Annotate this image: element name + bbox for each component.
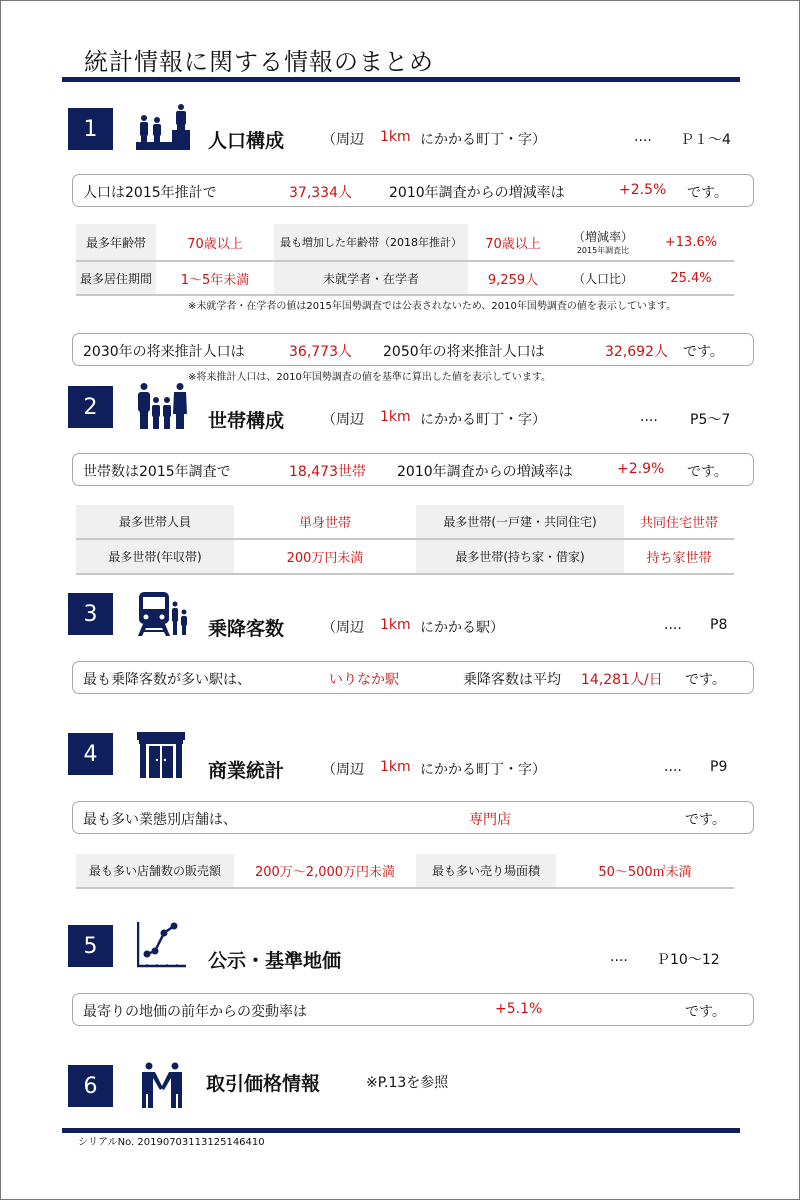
page-title: 統計情報に関する情報のまとめ — [84, 48, 434, 76]
table-note: ※未就学者・在学者の値は2015年国勢調査では公表されないため、2010年国勢調査の値を表示しています。 — [188, 301, 677, 312]
table-label: （人口比） — [572, 271, 633, 286]
row-divider — [76, 294, 734, 296]
population-bar-people-icon — [136, 104, 190, 150]
summary-text: 2030年の将来推計人口は — [83, 344, 245, 360]
storefront-icon — [137, 732, 185, 778]
summary-text: です。 — [685, 672, 726, 688]
table-label: 最多世帯(一戸建・共同住宅) — [416, 505, 624, 538]
scope-value-4: 1km — [380, 759, 411, 775]
summary-text: です。 — [687, 464, 728, 480]
future-note: ※将来推計人口は、2010年国勢調査の値を基準に算出した値を表示しています。 — [188, 372, 552, 383]
summary-text: 最も多い業態別店舗は、 — [83, 812, 237, 828]
household-count-value: 18,473世帯 — [289, 464, 366, 480]
summary-box-4 — [72, 801, 754, 834]
table-label: 最多世帯(持ち家・借家) — [416, 540, 624, 573]
section-number-5: 5 — [68, 925, 113, 967]
table-value: 25.4% — [670, 270, 712, 286]
table-value: 単身世帯 — [298, 516, 351, 531]
title-rule — [62, 77, 740, 82]
scope-prefix-1: （周辺 — [322, 132, 364, 148]
summary-text: です。 — [683, 344, 724, 360]
household-growth-value: +2.9% — [617, 461, 665, 477]
page-ref-4: P9 — [710, 759, 728, 775]
section-number-2: 2 — [68, 386, 113, 428]
table-label: 未就学者・在学者 — [274, 262, 468, 294]
summary-box-2 — [72, 453, 754, 486]
serial-number: シリアルNo. 20190703113125146410 — [78, 1137, 265, 1148]
summary-text: 2010年調査からの増減率は — [389, 185, 565, 201]
avg-passengers-value: 14,281人/日 — [581, 672, 663, 688]
table-label: 最も多い売り場面積 — [416, 854, 556, 887]
section-number-6: 6 — [68, 1065, 113, 1107]
row-divider — [76, 887, 734, 889]
summary-text: 世帯数は2015年調査で — [83, 464, 231, 480]
section-6-ref: ※P.13を参照 — [366, 1075, 449, 1091]
future-2050-value: 32,692人 — [605, 344, 668, 360]
summary-text: 人口は2015年推計で — [83, 185, 217, 201]
section-number-3: 3 — [68, 593, 113, 635]
table-value: 共同住宅世帯 — [639, 516, 718, 531]
scope-value-3: 1km — [380, 617, 411, 633]
line-chart-icon — [137, 922, 187, 968]
dots-4: .... — [664, 759, 682, 775]
summary-text: 2050年の将来推計人口は — [383, 344, 545, 360]
scope-prefix-2: （周辺 — [322, 412, 364, 428]
table-label-sub: 2015年調査比 — [576, 246, 630, 255]
row-divider — [76, 573, 734, 575]
top-store-type-value: 専門店 — [469, 812, 511, 828]
table-value: +13.6% — [664, 234, 718, 250]
table-value: 9,259人 — [487, 272, 539, 288]
table-label-main: （増減率） — [572, 230, 633, 244]
scope-value-2: 1km — [380, 409, 411, 425]
dots-5: .... — [610, 949, 628, 965]
page-ref-1: Ｐ１～4 — [680, 132, 731, 148]
dots-3: .... — [664, 617, 682, 633]
dots-1: .... — [634, 129, 652, 145]
page-ref-3: P8 — [710, 617, 728, 633]
summary-box-1 — [72, 174, 754, 207]
table-label: 最多年齢帯 — [76, 224, 156, 260]
page-ref-5: Ｐ10～12 — [656, 952, 720, 968]
page-ref-2: P5～7 — [690, 412, 731, 428]
scope-value-1: 1km — [380, 129, 411, 145]
scope-suffix-3: にかかる駅） — [420, 620, 504, 636]
summary-box-3 — [72, 661, 754, 694]
section-number-4: 4 — [68, 733, 113, 775]
family-icon — [137, 383, 187, 429]
summary-box-5 — [72, 993, 754, 1026]
section-title-3: 乗降客数 — [208, 618, 285, 640]
table-label: 最も多い店舗数の販売額 — [76, 854, 234, 887]
scope-prefix-3: （周辺 — [322, 620, 364, 636]
dots-2: .... — [640, 409, 658, 425]
section-title-6: 取引価格情報 — [206, 1073, 321, 1095]
scope-suffix-1: にかかる町丁・字） — [420, 132, 546, 148]
table-value: 70歳以上 — [187, 236, 243, 252]
handshake-people-icon — [137, 1062, 187, 1108]
table-label: 最も増加した年齢帯（2018年推計） — [274, 224, 468, 260]
table-value: 200万～2,000万円未満 — [254, 865, 396, 880]
summary-text: 2010年調査からの増減率は — [397, 464, 573, 480]
section-title-5: 公示・基準地価 — [208, 950, 342, 972]
scope-suffix-2: にかかる町丁・字） — [420, 412, 546, 428]
future-2030-value: 36,773人 — [289, 344, 352, 360]
summary-text: 乗降客数は平均 — [463, 672, 561, 688]
table-label — [558, 224, 648, 260]
table-label: 最多世帯人員 — [76, 505, 234, 538]
table-value: 70歳以上 — [485, 236, 541, 252]
busiest-station-value: いりなか駅 — [329, 672, 399, 688]
scope-suffix-4: にかかる町丁・字） — [420, 762, 546, 778]
table-value: 50～500㎡未満 — [598, 865, 692, 880]
land-price-change-value: +5.1% — [495, 1001, 543, 1017]
population-value: 37,334人 — [289, 185, 352, 201]
table-value: 200万円未満 — [286, 551, 364, 566]
table-value: 持ち家世帯 — [646, 551, 712, 566]
future-box — [72, 333, 754, 366]
scope-prefix-4: （周辺 — [322, 762, 364, 778]
section-title-1: 人口構成 — [208, 130, 285, 152]
train-passenger-icon — [137, 592, 189, 638]
summary-text: 最寄りの地価の前年からの変動率は — [83, 1004, 307, 1020]
summary-text: です。 — [685, 812, 726, 828]
table-value: 1～5年未満 — [180, 272, 250, 288]
section-number-1: 1 — [68, 108, 113, 150]
section-title-2: 世帯構成 — [208, 410, 285, 432]
table-label: 最多居住期間 — [76, 262, 156, 294]
table-label: 最多世帯(年収帯) — [76, 540, 234, 573]
summary-text: 最も乗降客数が多い駅は、 — [83, 672, 251, 688]
section-title-4: 商業統計 — [208, 760, 285, 782]
growth-rate-value: +2.5% — [619, 182, 667, 198]
summary-text: です。 — [687, 185, 728, 201]
summary-text: です。 — [685, 1004, 726, 1020]
